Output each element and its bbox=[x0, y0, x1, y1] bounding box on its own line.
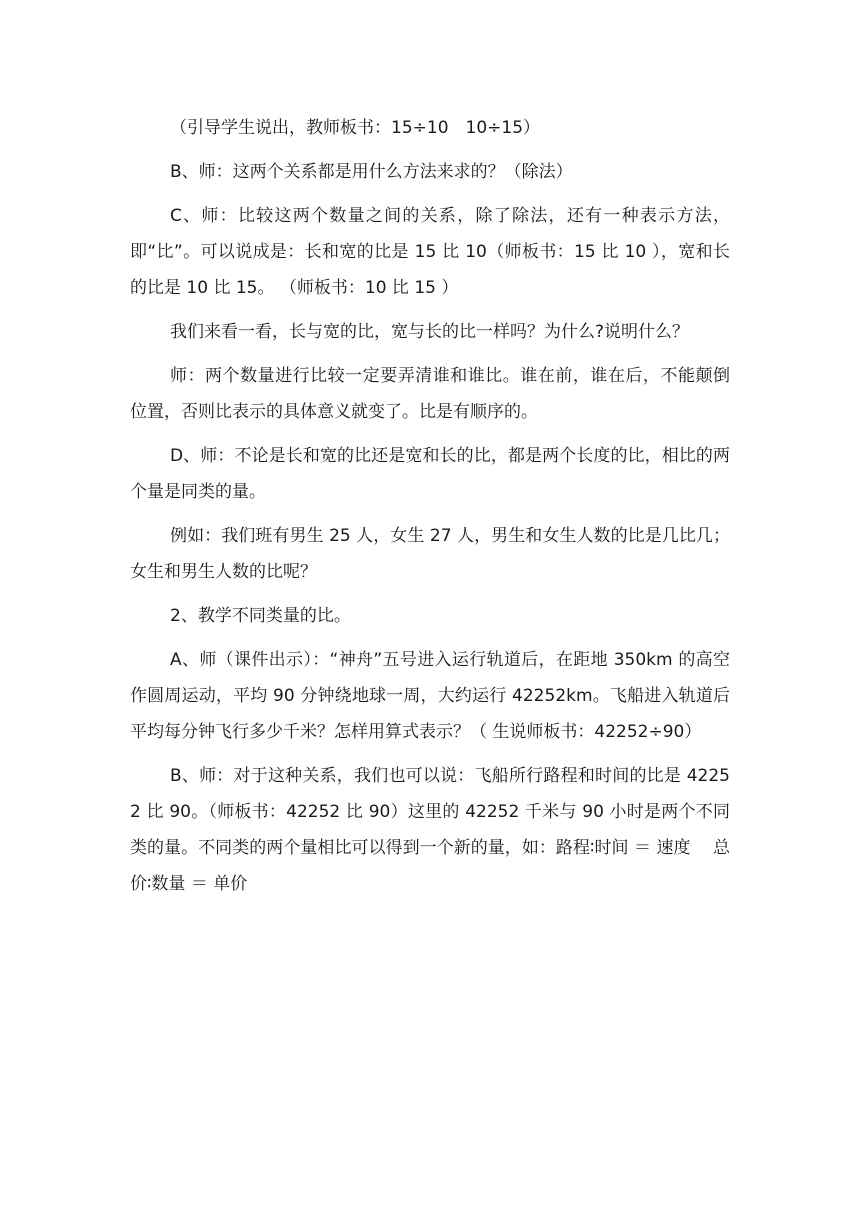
paragraph-6: D、师：不论是长和宽的比还是宽和长的比，都是两个长度的比，相比的两个量是同类的量。 bbox=[130, 446, 730, 502]
paragraph-10: B、师：对于这种关系，我们也可以说：飞船所行路程和时间的比是 42252 比 90。（师板书：42252 比 90）这里的 42252 千米与 90 小时是两个不同类的量。不同类的两个量相比可以得到一个新的量，如：路程∶时间 ＝ 速度 总价∶数量 ＝ 单价 bbox=[130, 766, 730, 894]
paragraph-9: A、师（课件出示）：“神舟”五号进入运行轨道后，在距地 350km 的高空作圆周运动，平均 90 分钟绕地球一周，大约运行 42252km。飞船进入轨道后平均每分钟飞行多少千米？怎样用算式表示？（ 生说师板书：42252÷90） bbox=[130, 650, 730, 742]
paragraph-1: （引导学生说出，教师板书：15÷10 10÷15） bbox=[170, 118, 541, 138]
paragraph-2: B、师：这两个关系都是用什么方法来求的？（除法） bbox=[170, 162, 573, 182]
paragraph-7: 例如：我们班有男生 25 人，女生 27 人，男生和女生人数的比是几比几；女生和男生人数的比呢？ bbox=[130, 526, 730, 582]
paragraph-5: 师：两个数量进行比较一定要弄清谁和谁比。谁在前，谁在后，不能颠倒位置，否则比表示的具体意义就变了。比是有顺序的。 bbox=[130, 366, 730, 422]
document-body bbox=[130, 110, 730, 902]
paragraph-3: C、师：比较这两个数量之间的关系，除了除法，还有一种表示方法，即“比”。可以说成是：长和宽的比是 15 比 10（师板书：15 比 10 ），宽和长的比是 10 比 15。 （师板书：10 比 15 ） bbox=[130, 206, 730, 298]
paragraph-8: 2、教学不同类量的比。 bbox=[170, 606, 351, 626]
paragraph-4: 我们来看一看，长与宽的比，宽与长的比一样吗？为什么?说明什么？ bbox=[170, 322, 690, 342]
